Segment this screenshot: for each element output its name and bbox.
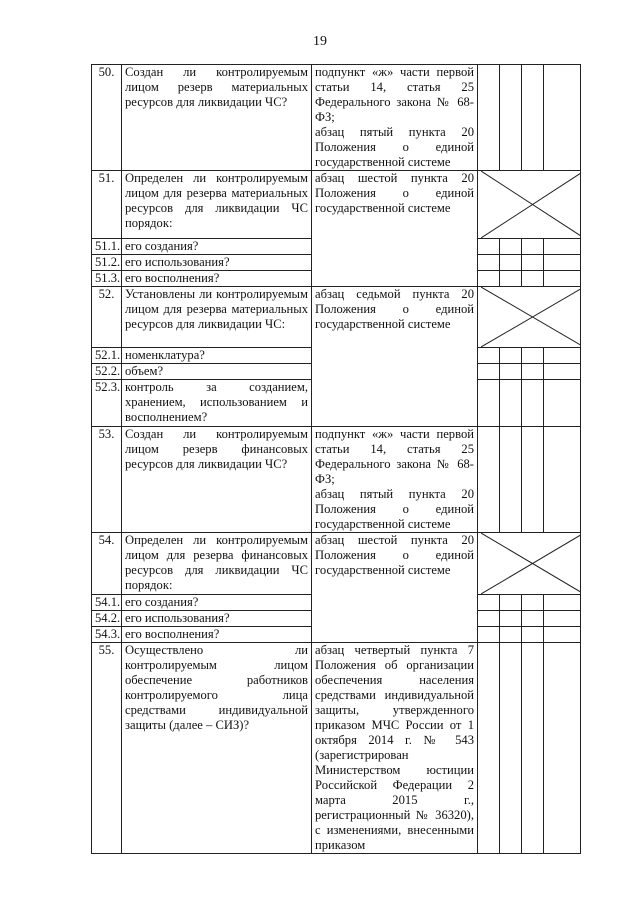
answer-cell: [478, 348, 500, 364]
question-text: номенклатура?: [122, 348, 312, 364]
row-number: 54.: [92, 533, 122, 595]
answer-cell: [522, 627, 544, 643]
question-text: его восполнения?: [122, 271, 312, 287]
row-number: 52.2.: [92, 364, 122, 380]
answer-cell: [478, 239, 500, 255]
answer-cell: [500, 595, 522, 611]
legal-reference-line: абзац пятый пункта 20 Положения о единой государственной системе: [315, 125, 474, 169]
table-row: [92, 65, 581, 171]
answer-cell: [544, 65, 581, 171]
row-number: 51.2.: [92, 255, 122, 271]
table-row: [92, 171, 581, 239]
answer-cell: [544, 643, 581, 854]
answer-cell: [522, 271, 544, 287]
answer-cell: [522, 643, 544, 854]
answer-cell: [500, 611, 522, 627]
answer-cell: [544, 364, 581, 380]
answer-cell: [478, 364, 500, 380]
row-number: 50.: [92, 65, 122, 171]
legal-reference: [312, 427, 478, 533]
answer-cell: [544, 627, 581, 643]
answer-cell: [500, 271, 522, 287]
row-number: 51.1.: [92, 239, 122, 255]
row-number: 54.3.: [92, 627, 122, 643]
question-text: Определен ли контролируемым лицом для резерва финансовых ресурсов для ликвидации ЧС порядок:: [122, 533, 312, 595]
row-number: 54.2.: [92, 611, 122, 627]
cross-mark-icon: [481, 533, 581, 594]
question-text: Осуществлено ли контролируемым лицом обеспечение работников контролируемого лица средствами индивидуальной защиты (далее – СИЗ)?: [122, 643, 312, 854]
question-text: Определен ли контролируемым лицом для резерва материальных ресурсов для ликвидации ЧС порядок:: [122, 171, 312, 239]
answer-cell: [478, 595, 500, 611]
row-number: 52.: [92, 287, 122, 348]
legal-reference: абзац седьмой пункта 20 Положения о единой государственной системе: [312, 287, 478, 427]
question-text: его создания?: [122, 595, 312, 611]
legal-reference: абзац шестой пункта 20 Положения о единой государственной системе: [312, 533, 478, 643]
question-text: объем?: [122, 364, 312, 380]
answer-cell: [500, 348, 522, 364]
row-number: 55.: [92, 643, 122, 854]
answer-cell: [478, 427, 500, 533]
answer-cell: [500, 643, 522, 854]
answer-cell: [500, 239, 522, 255]
answer-cell: [478, 611, 500, 627]
question-text: Установлены ли контролируемым лицом для резерва материальных ресурсов для ликвидации ЧС:: [122, 287, 312, 348]
legal-reference: [312, 65, 478, 171]
answer-cell: [478, 380, 500, 427]
question-text: Создан ли контролируемым лицом резерв материальных ресурсов для ликвидации ЧС?: [122, 65, 312, 171]
cross-mark-icon: [481, 171, 581, 238]
answer-cell: [544, 427, 581, 533]
answer-cell: [500, 627, 522, 643]
question-text: контроль за созданием, хранением, использованием и восполнением?: [122, 380, 312, 427]
legal-reference-line: подпункт «ж» части первой статьи 14, статья 25 Федерального закона № 68-ФЗ;: [315, 65, 474, 124]
answer-cell: [500, 364, 522, 380]
question-text: его использования?: [122, 255, 312, 271]
answer-cell: [544, 255, 581, 271]
answer-cell: [478, 627, 500, 643]
question-text: его использования?: [122, 611, 312, 627]
answer-cell: [500, 255, 522, 271]
answer-cell: [522, 364, 544, 380]
not-applicable-cross: [478, 171, 581, 239]
answer-cell: [544, 595, 581, 611]
answer-cell: [478, 255, 500, 271]
question-text: Создан ли контролируемым лицом резерв финансовых ресурсов для ликвидации ЧС?: [122, 427, 312, 533]
page-number: 19: [313, 34, 327, 49]
answer-cell: [478, 65, 500, 171]
question-text: его создания?: [122, 239, 312, 255]
legal-reference-line: подпункт «ж» части первой статьи 14, статья 25 Федерального закона № 68-ФЗ;: [315, 427, 474, 486]
answer-cell: [544, 611, 581, 627]
answer-cell: [522, 595, 544, 611]
table-row: [92, 533, 581, 595]
question-text: его восполнения?: [122, 627, 312, 643]
answer-cell: [522, 427, 544, 533]
answer-cell: [544, 348, 581, 364]
answer-cell: [478, 271, 500, 287]
cross-mark-icon: [481, 287, 581, 347]
answer-cell: [522, 65, 544, 171]
table-row: [92, 287, 581, 348]
table-row: [92, 643, 581, 854]
answer-cell: [544, 239, 581, 255]
answer-cell: [500, 380, 522, 427]
row-number: 51.3.: [92, 271, 122, 287]
answer-cell: [544, 271, 581, 287]
row-number: 51.: [92, 171, 122, 239]
answer-cell: [478, 643, 500, 854]
legal-reference: абзац шестой пункта 20 Положения о единой государственной системе: [312, 171, 478, 287]
answer-cell: [522, 239, 544, 255]
not-applicable-cross: [478, 287, 581, 348]
answer-cell: [522, 380, 544, 427]
checklist-table: [91, 64, 581, 854]
answer-cell: [500, 427, 522, 533]
not-applicable-cross: [478, 533, 581, 595]
row-number: 53.: [92, 427, 122, 533]
legal-reference-line: абзац пятый пункта 20 Положения о единой государственной системе: [315, 487, 474, 531]
row-number: 52.1.: [92, 348, 122, 364]
answer-cell: [522, 348, 544, 364]
answer-cell: [522, 611, 544, 627]
row-number: 52.3.: [92, 380, 122, 427]
answer-cell: [500, 65, 522, 171]
answer-cell: [522, 255, 544, 271]
legal-reference: абзац четвертый пункта 7 Положения об организации обеспечения населения средствами индивидуальной защиты, утвержденного приказом МЧС России от 1 октября 2014 г. № 543 (зарегистрирован Министерством юстиции Российской Федерации 2 марта 2015 г., регистрационный № 36320), с изменениями, внесенными приказом: [312, 643, 478, 854]
row-number: 54.1.: [92, 595, 122, 611]
answer-cell: [544, 380, 581, 427]
table-row: [92, 427, 581, 533]
